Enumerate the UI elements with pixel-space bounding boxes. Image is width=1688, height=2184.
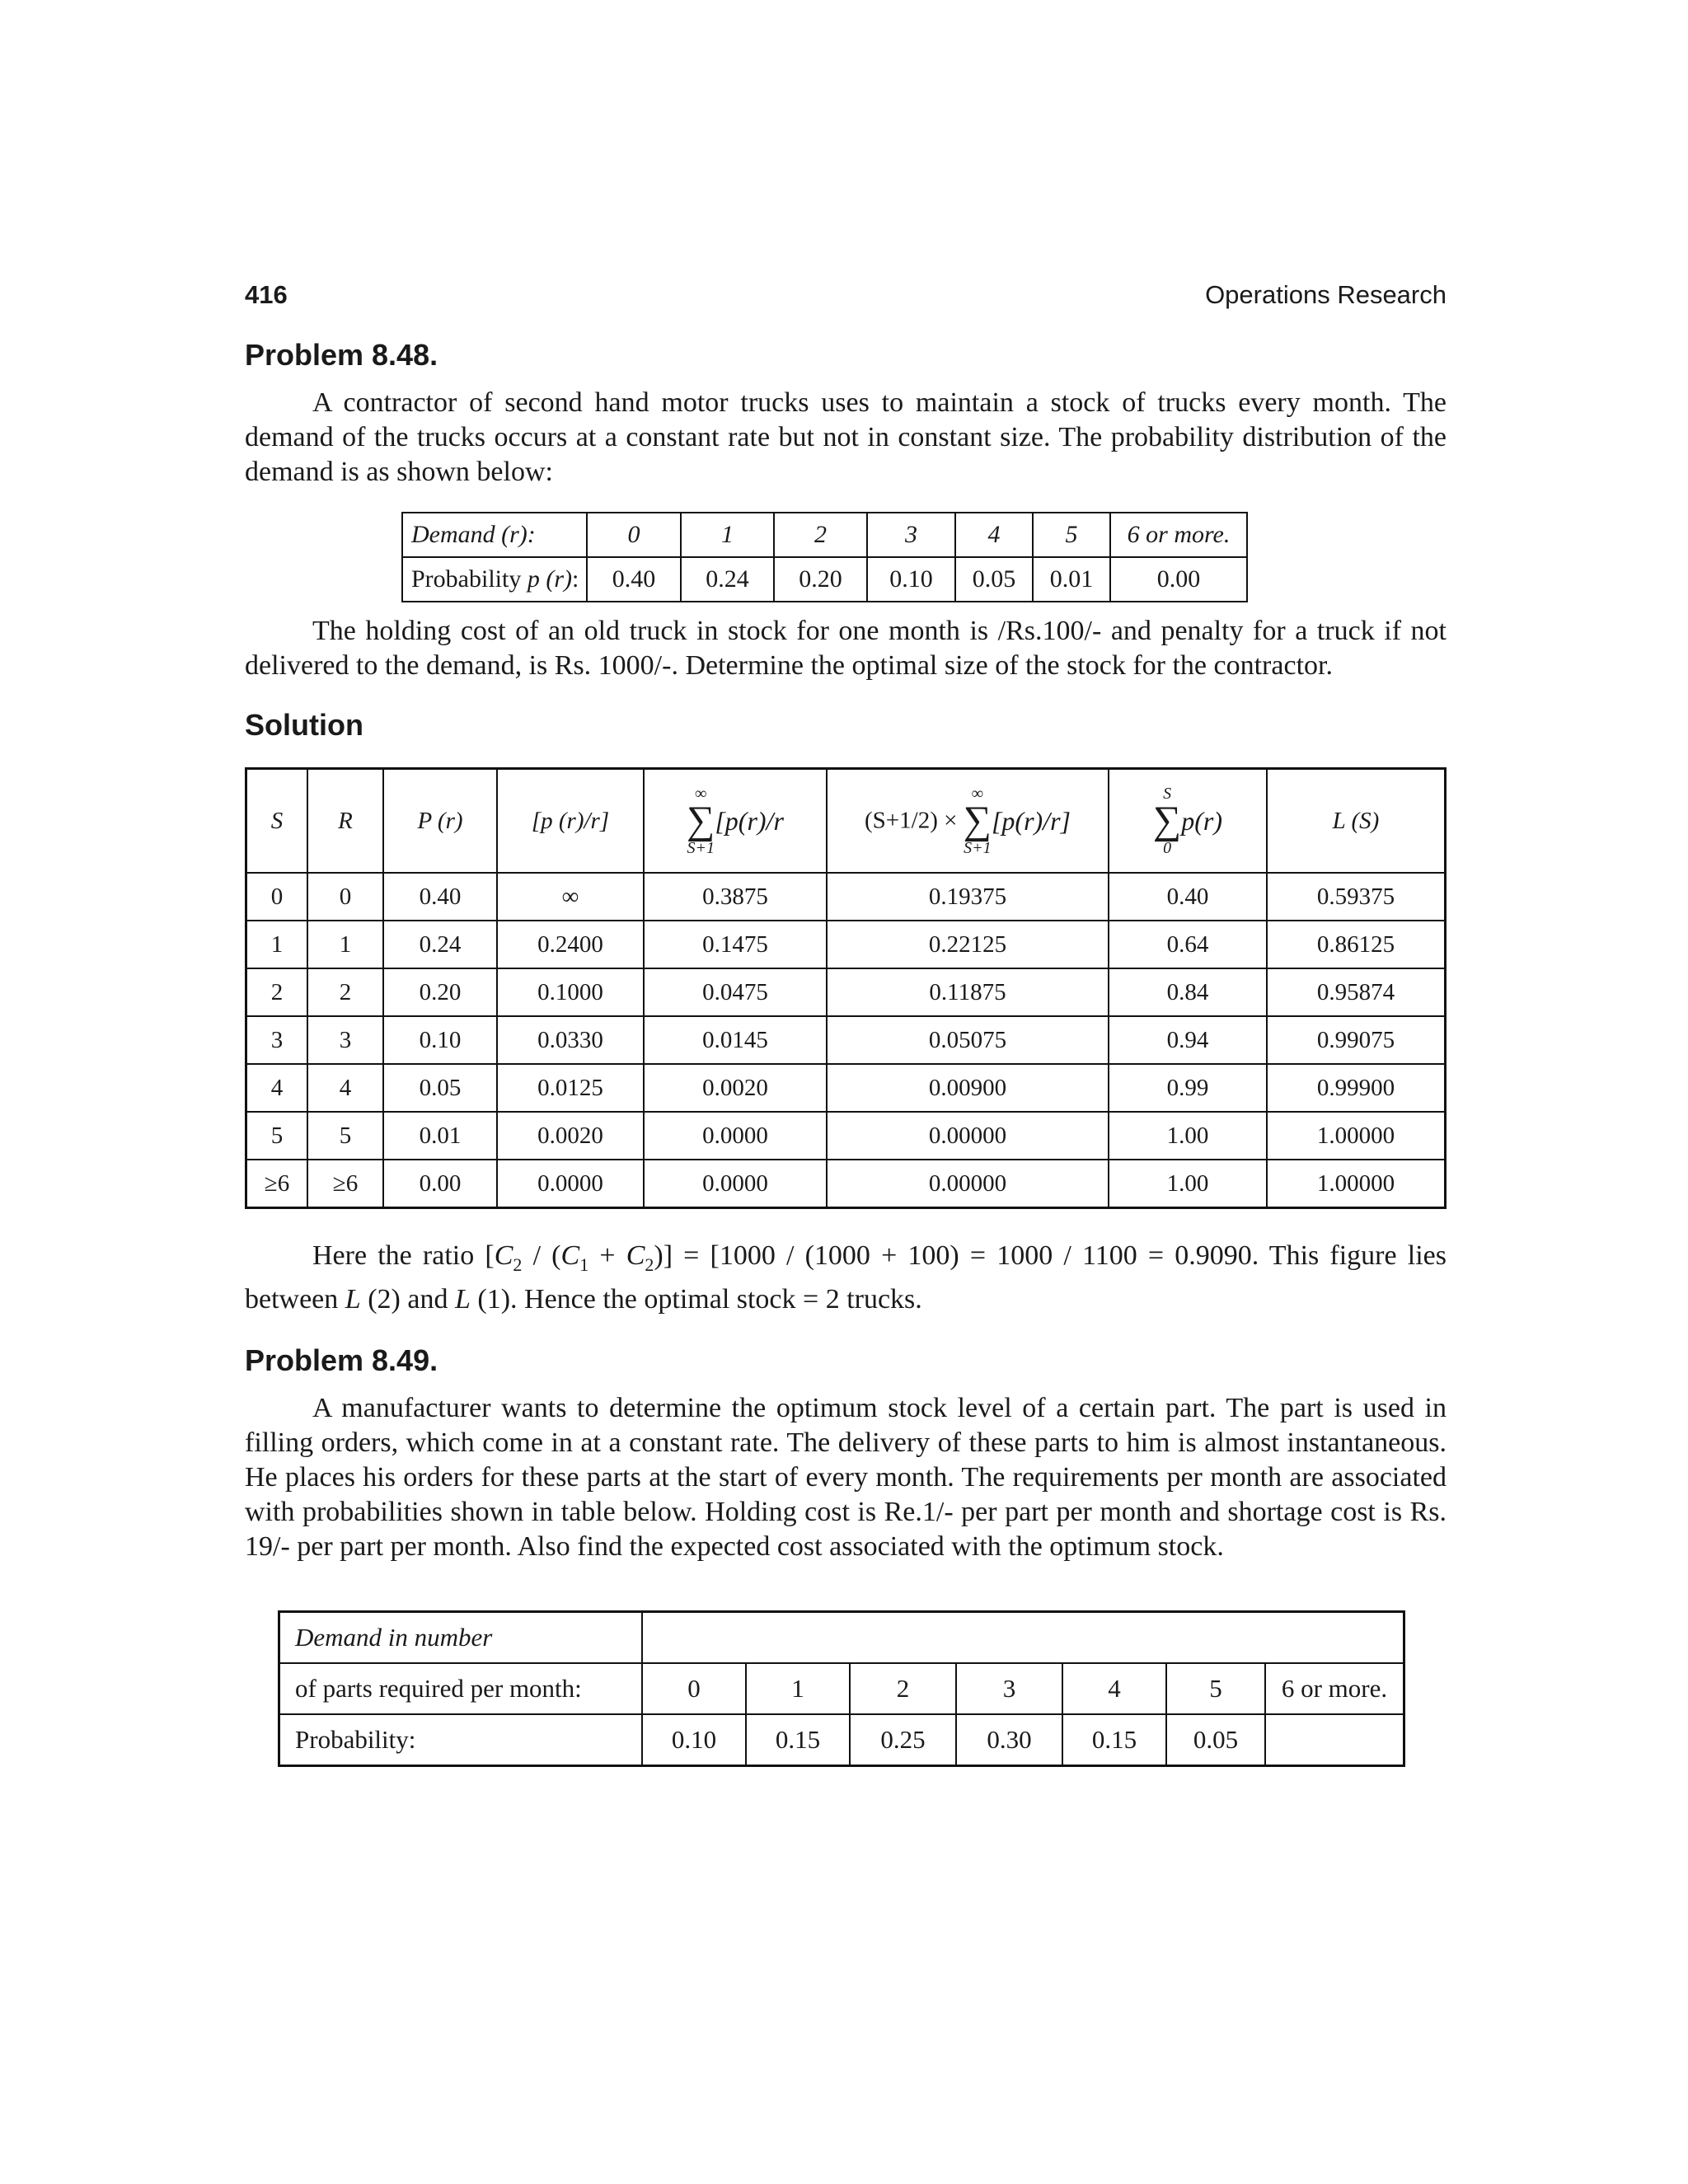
solution-cell: 0.84 (1109, 968, 1267, 1016)
ratio-paragraph: Here the ratio $[C_2 / (C_1 + C_2)] = [1000 / (1000 + 100) = 1000 / 1100 = 0.9090$. This figure lies between L (2) and L (1). Hence the optimal stock = 2 trucks. (245, 1240, 1447, 1315)
solution-cell: 0.05 (383, 1064, 497, 1112)
solution-cell: 1 (307, 921, 383, 968)
solution-cell: 0.64 (1109, 921, 1267, 968)
demand-cell: 6 or more. (1265, 1663, 1404, 1714)
probability-cell: 0.24 (681, 557, 774, 602)
solution-cell: 4 (246, 1064, 308, 1112)
page-content (245, 280, 1447, 1767)
solution-cell: 0.19375 (827, 873, 1109, 921)
probability-cell: 0.05 (1166, 1714, 1265, 1766)
solution-cell: 0.0475 (644, 968, 827, 1016)
solution-cell: 0.99 (1109, 1064, 1267, 1112)
solution-cell: 0.0000 (497, 1160, 644, 1208)
probability-cell: 0.25 (850, 1714, 956, 1766)
header-r: R (307, 769, 383, 874)
probability-cell: 0.10 (867, 557, 955, 602)
solution-row (246, 1112, 1446, 1160)
header-pr-over-r: [p (r)/r] (497, 769, 644, 874)
solution-cell: 0.11875 (827, 968, 1109, 1016)
header-tail-sum: ∞ ∑ S+1 [p(r)/r (644, 769, 827, 874)
solution-cell: 1 (246, 921, 308, 968)
solution-cell: 0.86125 (1267, 921, 1446, 968)
solution-cell: 0.20 (383, 968, 497, 1016)
demand-cell: 0 (587, 513, 681, 557)
solution-cell: 0.00000 (827, 1160, 1109, 1208)
solution-cell: 0.40 (1109, 873, 1267, 921)
demand-cell: 5 (1033, 513, 1110, 557)
demand-cell: 2 (774, 513, 867, 557)
solution-cell: 0.10 (383, 1016, 497, 1064)
solution-cell: 0.0020 (644, 1064, 827, 1112)
solution-cell: 0.1475 (644, 921, 827, 968)
solution-cell: 1.00 (1109, 1160, 1267, 1208)
header-ls: L (S) (1267, 769, 1446, 874)
demand-cell: 6 or more. (1110, 513, 1247, 557)
demand-label-line1: Demand in number (279, 1611, 643, 1663)
solution-cell: 0 (307, 873, 383, 921)
solution-cell: ≥6 (307, 1160, 383, 1208)
solution-cell: 0.00 (383, 1160, 497, 1208)
probability-cell: 0.40 (587, 557, 681, 602)
solution-row (246, 873, 1446, 921)
problem-849-intro: A manufacturer wants to determine the optimum stock level of a certain part. The part is used in filling orders, which come in at a constant rate. The delivery of these parts to him is almost instantaneous. He places his orders for these parts at the start of every month. The requirements per month are associated with probabilities shown in table below. Holding cost is Re.1/- per part per month and shortage cost is Rs. 19/- per part per month. Also find the expected cost associated with the optimum stock. (245, 1392, 1447, 1562)
solution-header-row (246, 769, 1446, 874)
solution-cell: 4 (307, 1064, 383, 1112)
parts-label-row (279, 1611, 1404, 1663)
demand-label: Demand (r): (402, 513, 587, 557)
demand-cell: 5 (1166, 1663, 1265, 1714)
solution-cell: 2 (246, 968, 308, 1016)
empty-header-cell (642, 1611, 1404, 1663)
problem-848-title: Problem 8.48. (245, 338, 438, 372)
solution-cell: 3 (307, 1016, 383, 1064)
header-pr: P (r) (383, 769, 497, 874)
solution-cell: 0.95874 (1267, 968, 1446, 1016)
solution-cell: 0.0145 (644, 1016, 827, 1064)
probability-cell: 0.00 (1110, 557, 1247, 602)
solution-cell: ∞ (497, 873, 644, 921)
solution-cell: 0.3875 (644, 873, 827, 921)
solution-cell: 0.00900 (827, 1064, 1109, 1112)
solution-title: Solution (245, 708, 363, 742)
header-cumulative: S ∑ 0 p(r) (1109, 769, 1267, 874)
page-number: 416 (245, 280, 288, 309)
demand-cell: 1 (681, 513, 774, 557)
demand-label-line2: of parts required per month: (279, 1663, 643, 1714)
solution-row (246, 921, 1446, 968)
problem-848-intro: A contractor of second hand motor trucks uses to maintain a stock of trucks every month. The demand of the trucks occurs at a constant rate but not in constant size. The probability distribution of the demand is as shown below: (245, 387, 1447, 487)
solution-cell: 1.00 (1109, 1112, 1267, 1160)
probability-label: Probability: (279, 1714, 643, 1766)
demand-cell: 2 (850, 1663, 956, 1714)
solution-row (246, 1016, 1446, 1064)
solution-cell: 0.0020 (497, 1112, 644, 1160)
solution-cell: 0.1000 (497, 968, 644, 1016)
problem-848-costs: The holding cost of an old truck in stock for one month is /Rs.100/- and penalty for a truck if not delivered to the demand, is Rs. 1000/-. Determine the optimal size of the stock for the contractor. (245, 616, 1447, 681)
parts-demand-row (279, 1663, 1404, 1714)
solution-cell: 0.22125 (827, 921, 1109, 968)
solution-cell: 5 (246, 1112, 308, 1160)
solution-row (246, 1064, 1446, 1112)
probability-cell: 0.15 (1062, 1714, 1166, 1766)
probability-cell (1265, 1714, 1404, 1766)
solution-cell: 0.0000 (644, 1112, 827, 1160)
parts-probability-row (279, 1714, 1404, 1766)
probability-row (402, 557, 1247, 602)
solution-cell: 0.0330 (497, 1016, 644, 1064)
solution-cell: 0.2400 (497, 921, 644, 968)
solution-cell: 3 (246, 1016, 308, 1064)
book-title: Operations Research (1205, 280, 1447, 309)
probability-label: Probability p (r): (402, 557, 587, 602)
solution-cell: ≥6 (246, 1160, 308, 1208)
probability-cell: 0.15 (746, 1714, 850, 1766)
header-half-sum: (S+1/2) × ∞ ∑ S+1 [p(r)/r] (827, 769, 1109, 874)
demand-cell: 4 (955, 513, 1033, 557)
solution-body (246, 873, 1446, 1208)
parts-demand-table (278, 1610, 1405, 1767)
probability-cell: 0.05 (955, 557, 1033, 602)
solution-cell: 1.00000 (1267, 1160, 1446, 1208)
solution-cell: 0.05075 (827, 1016, 1109, 1064)
solution-cell: 0.01 (383, 1112, 497, 1160)
solution-cell: 2 (307, 968, 383, 1016)
solution-cell: 0.24 (383, 921, 497, 968)
demand-cell: 1 (746, 1663, 850, 1714)
probability-cell: 0.10 (642, 1714, 746, 1766)
demand-cell: 3 (867, 513, 955, 557)
demand-cell: 0 (642, 1663, 746, 1714)
solution-cell: 0.0000 (644, 1160, 827, 1208)
solution-cell: 0.0125 (497, 1064, 644, 1112)
solution-row (246, 968, 1446, 1016)
probability-cell: 0.01 (1033, 557, 1110, 602)
solution-table (245, 767, 1447, 1209)
solution-cell: 0.59375 (1267, 873, 1446, 921)
solution-cell: 0.94 (1109, 1016, 1267, 1064)
solution-cell: 5 (307, 1112, 383, 1160)
probability-cell: 0.20 (774, 557, 867, 602)
solution-cell: 0.40 (383, 873, 497, 921)
demand-row (402, 513, 1247, 557)
solution-cell: 0 (246, 873, 308, 921)
solution-cell: 0.00000 (827, 1112, 1109, 1160)
demand-probability-table (401, 512, 1248, 602)
solution-row (246, 1160, 1446, 1208)
running-header (245, 280, 1447, 321)
header-s: S (246, 769, 308, 874)
demand-cell: 4 (1062, 1663, 1166, 1714)
solution-cell: 0.99075 (1267, 1016, 1446, 1064)
problem-849-title: Problem 8.49. (245, 1343, 438, 1377)
solution-cell: 0.99900 (1267, 1064, 1446, 1112)
solution-cell: 1.00000 (1267, 1112, 1446, 1160)
probability-cell: 0.30 (956, 1714, 1062, 1766)
demand-cell: 3 (956, 1663, 1062, 1714)
